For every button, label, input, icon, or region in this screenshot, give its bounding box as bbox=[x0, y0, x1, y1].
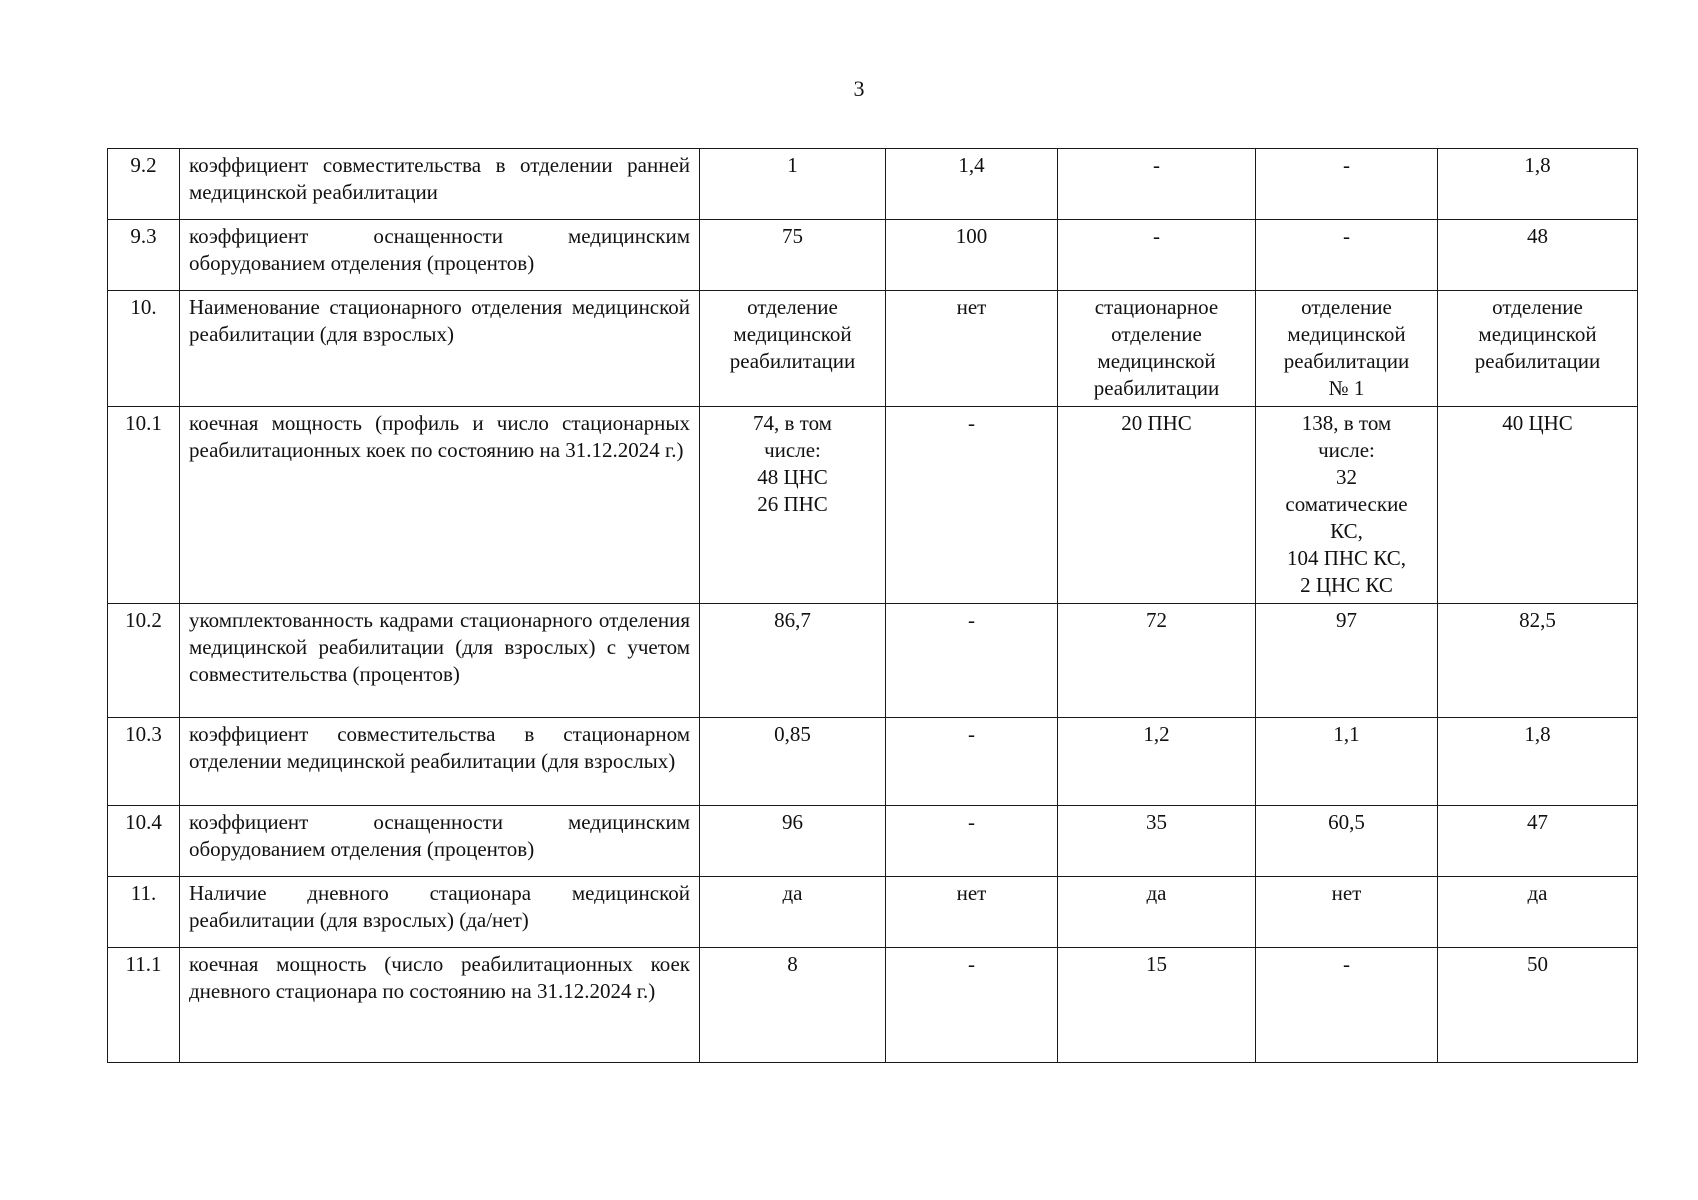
value-cell: 97 bbox=[1256, 604, 1438, 718]
row-description: коэффициент совместительства в стационарном отделении медицинской реабилитации (для взрослых) bbox=[180, 718, 700, 806]
row-number: 10.1 bbox=[108, 407, 180, 604]
value-cell: отделение медицинской реабилитации bbox=[1438, 291, 1638, 407]
value-cell: 48 bbox=[1438, 220, 1638, 291]
row-description: коечная мощность (профиль и число стационарных реабилитационных коек по состоянию на 31.12.2024 г.) bbox=[180, 407, 700, 604]
row-number: 10.4 bbox=[108, 806, 180, 877]
value-cell: - bbox=[1058, 149, 1256, 220]
value-cell: 86,7 bbox=[700, 604, 886, 718]
value-cell: 60,5 bbox=[1256, 806, 1438, 877]
value-cell: - bbox=[886, 407, 1058, 604]
value-cell: - bbox=[1256, 220, 1438, 291]
value-cell: да bbox=[700, 877, 886, 948]
table-row bbox=[108, 149, 1638, 220]
value-cell: 74, в том числе: 48 ЦНС 26 ПНС bbox=[700, 407, 886, 604]
table-row bbox=[108, 291, 1638, 407]
value-cell: 15 bbox=[1058, 948, 1256, 1063]
value-cell: отделение медицинской реабилитации bbox=[700, 291, 886, 407]
value-cell: нет bbox=[886, 877, 1058, 948]
row-description: коечная мощность (число реабилитационных коек дневного стационара по состоянию на 31.12.2024 г.) bbox=[180, 948, 700, 1063]
row-description: коэффициент совместительства в отделении ранней медицинской реабилитации bbox=[180, 149, 700, 220]
value-cell: 1,8 bbox=[1438, 718, 1638, 806]
row-number: 10.2 bbox=[108, 604, 180, 718]
table-row bbox=[108, 948, 1638, 1063]
value-cell: 0,85 bbox=[700, 718, 886, 806]
value-cell: 1,4 bbox=[886, 149, 1058, 220]
value-cell: - bbox=[1058, 220, 1256, 291]
row-description: Наименование стационарного отделения медицинской реабилитации (для взрослых) bbox=[180, 291, 700, 407]
page-number: 3 bbox=[853, 76, 865, 101]
value-cell: 35 bbox=[1058, 806, 1256, 877]
row-number: 9.2 bbox=[108, 149, 180, 220]
value-cell: стационарное отделение медицинской реабилитации bbox=[1058, 291, 1256, 407]
value-cell: - bbox=[1256, 149, 1438, 220]
value-cell: 40 ЦНС bbox=[1438, 407, 1638, 604]
table-row bbox=[108, 806, 1638, 877]
value-cell: 138, в том числе: 32 соматические КС, 104 ПНС КС, 2 ЦНС КС bbox=[1256, 407, 1438, 604]
table-row bbox=[108, 718, 1638, 806]
table-row bbox=[108, 407, 1638, 604]
value-cell: - bbox=[886, 948, 1058, 1063]
table-row bbox=[108, 877, 1638, 948]
row-description: коэффициент оснащенности медицинским оборудованием отделения (процентов) bbox=[180, 806, 700, 877]
value-cell: - bbox=[1256, 948, 1438, 1063]
row-number: 10.3 bbox=[108, 718, 180, 806]
indicators-table bbox=[107, 148, 1638, 1063]
value-cell: 50 bbox=[1438, 948, 1638, 1063]
value-cell: да bbox=[1058, 877, 1256, 948]
table-row bbox=[108, 604, 1638, 718]
value-cell: 47 bbox=[1438, 806, 1638, 877]
value-cell: нет bbox=[1256, 877, 1438, 948]
value-cell: нет bbox=[886, 291, 1058, 407]
value-cell: - bbox=[886, 806, 1058, 877]
value-cell: - bbox=[886, 718, 1058, 806]
value-cell: 100 bbox=[886, 220, 1058, 291]
value-cell: 82,5 bbox=[1438, 604, 1638, 718]
value-cell: 96 bbox=[700, 806, 886, 877]
row-number: 11.1 bbox=[108, 948, 180, 1063]
value-cell: 1 bbox=[700, 149, 886, 220]
value-cell: 1,8 bbox=[1438, 149, 1638, 220]
value-cell: да bbox=[1438, 877, 1638, 948]
row-description: укомплектованность кадрами стационарного отделения медицинской реабилитации (для взрослых) с учетом совместительства (процентов) bbox=[180, 604, 700, 718]
row-number: 11. bbox=[108, 877, 180, 948]
value-cell: 72 bbox=[1058, 604, 1256, 718]
row-number: 10. bbox=[108, 291, 180, 407]
row-description: Наличие дневного стационара медицинской реабилитации (для взрослых) (да/нет) bbox=[180, 877, 700, 948]
value-cell: 75 bbox=[700, 220, 886, 291]
value-cell: 20 ПНС bbox=[1058, 407, 1256, 604]
value-cell: - bbox=[886, 604, 1058, 718]
value-cell: 8 bbox=[700, 948, 886, 1063]
value-cell: 1,1 bbox=[1256, 718, 1438, 806]
value-cell: отделение медицинской реабилитации № 1 bbox=[1256, 291, 1438, 407]
value-cell: 1,2 bbox=[1058, 718, 1256, 806]
table-row bbox=[108, 220, 1638, 291]
row-description: коэффициент оснащенности медицинским оборудованием отделения (процентов) bbox=[180, 220, 700, 291]
row-number: 9.3 bbox=[108, 220, 180, 291]
